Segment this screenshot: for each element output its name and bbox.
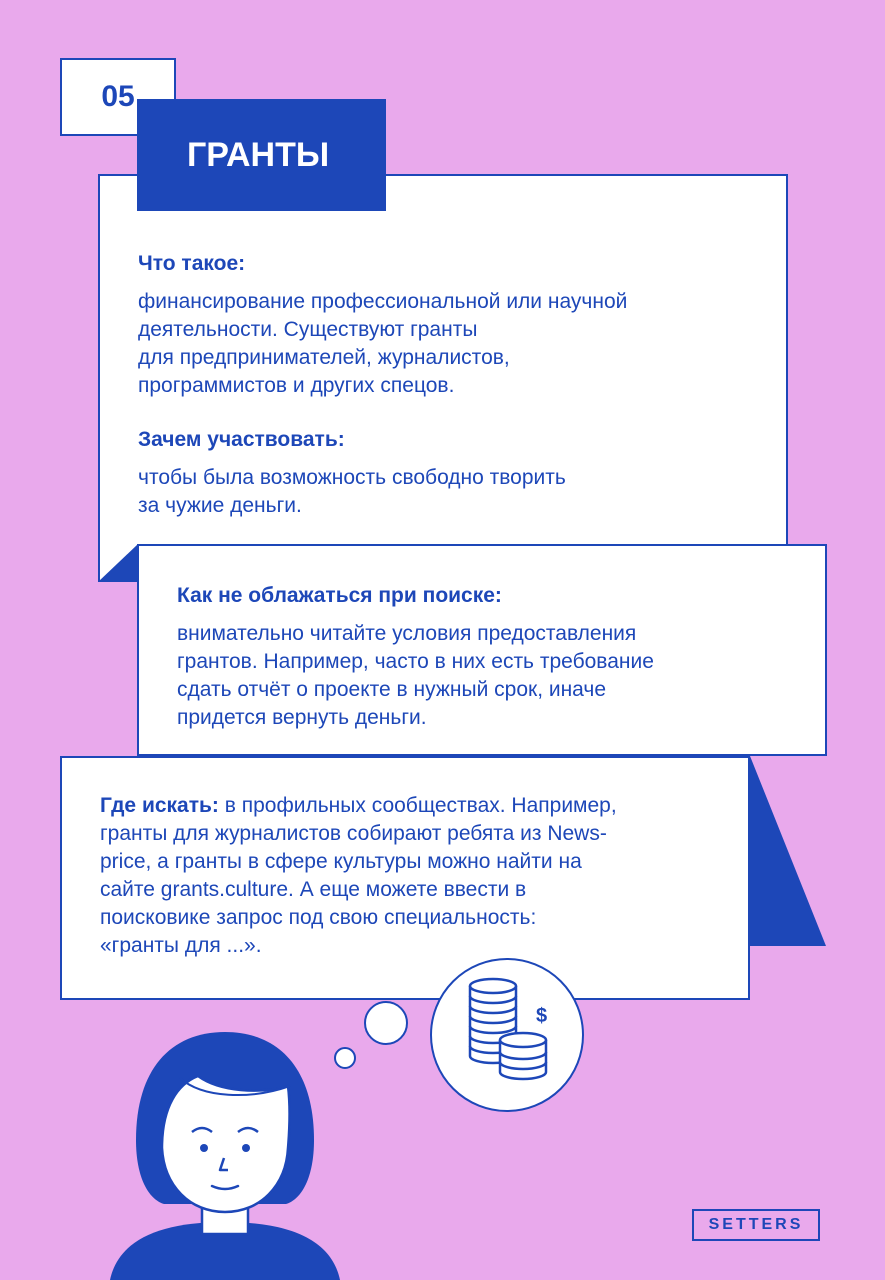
card-side-shadow [748, 754, 828, 948]
brand-logo [692, 1209, 820, 1241]
text-line: price, а гранты в сфере культуры можно найти на [100, 850, 582, 873]
info-card-what [98, 174, 788, 582]
section-what [138, 250, 778, 400]
text-line: финансирование профессиональной или научной [138, 290, 628, 313]
section-why [138, 426, 778, 520]
info-card-tips [137, 544, 827, 756]
section-heading-why: Зачем участвовать: [138, 428, 345, 451]
info-card-where [60, 756, 750, 1000]
thought-bubble-coins [430, 958, 584, 1112]
section-tips [177, 582, 817, 732]
dollar-sign: $ [536, 1005, 548, 1027]
thought-bubble-medium [364, 1001, 408, 1045]
section-heading-what: Что такое: [138, 252, 246, 275]
section-where [100, 792, 740, 960]
page-title: ГРАНТЫ [187, 135, 330, 174]
text-line: гранты для журналистов собирают ребята из News- [100, 822, 607, 845]
section-body-what [138, 288, 778, 400]
text-line: за чужие деньги. [138, 494, 302, 517]
text-line: придется вернуть деньги. [177, 706, 427, 729]
text-line: сдать отчёт о проекте в нужный срок, иначе [177, 678, 607, 701]
section-number: 05 [101, 80, 135, 113]
text-line: поисковике запрос под свою специальность: [100, 906, 537, 929]
text-line: внимательно читайте условия предоставления [177, 622, 637, 645]
section-heading-tips: Как не облажаться при поиске: [177, 584, 502, 607]
page-title-badge [137, 99, 386, 211]
text-line [100, 792, 740, 820]
text-line: грантов. Например, часто в них есть требование [177, 650, 654, 673]
text-line: для предпринимателей, журналистов, [138, 346, 510, 369]
text-line: чтобы была возможность свободно творить [138, 466, 566, 489]
section-body-tips [177, 620, 817, 732]
person-illustration [110, 1020, 340, 1280]
text-line: программистов и других спецов. [138, 374, 455, 397]
text-line: «гранты для ...». [100, 934, 262, 957]
text-line: деятельности. Существуют гранты [138, 318, 478, 341]
coins-icon [432, 960, 582, 1110]
text-line-rest: в профильных сообществах. Например, [218, 794, 617, 817]
section-body-why [138, 464, 778, 520]
section-heading-where: Где искать: [100, 794, 219, 817]
text-line: сайте grants.culture. А еще можете ввести в [100, 878, 527, 901]
card-fold-shadow [96, 542, 140, 584]
brand-logo-text: SETTERS [708, 1216, 804, 1233]
